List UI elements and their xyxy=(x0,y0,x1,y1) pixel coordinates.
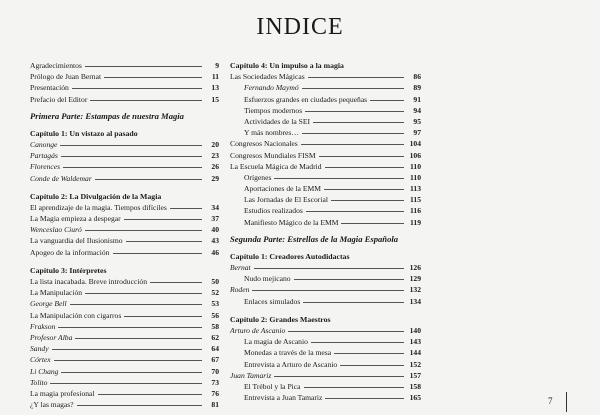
toc-entry: La vanguardia del Ilusionismo 43 xyxy=(30,236,219,246)
toc-entry: Entrevista a Juan Tamariz 165 xyxy=(244,393,421,403)
toc-entry: Tolito 73 xyxy=(30,377,219,387)
chapter-heading: Capítulo 2: La Divulgación de la Magia xyxy=(30,191,162,201)
toc-entry: Las Sociedades Mágicas 86 xyxy=(230,72,421,82)
toc-entry: Wenceslao Ciuró 40 xyxy=(30,225,219,235)
toc-entry: Manifiesto Mágico de la EMM 119 xyxy=(244,217,421,227)
chapter-heading: Capítulo 1: Un vistazo al pasado xyxy=(30,128,138,138)
toc-entry: Estudios realizados 116 xyxy=(244,206,421,216)
toc-entry: Actividades de la SEI 95 xyxy=(244,116,421,126)
toc-entry: George Bell 53 xyxy=(30,299,219,309)
toc-entry: Córtex 67 xyxy=(30,355,219,365)
toc-entry: ¿Y las magas? 81 xyxy=(30,400,219,410)
toc-entry: Entrevista a Arturo de Ascanio 152 xyxy=(244,359,421,369)
toc-entry: Orígenes 110 xyxy=(244,172,421,182)
toc-entry: Y más nombres… 97 xyxy=(244,128,421,138)
part-heading: Segunda Parte: Estrellas de la Magia Española xyxy=(230,233,399,244)
toc-entry: Monedas a través de la mesa 144 xyxy=(244,348,421,358)
toc-entry: Li Chang 70 xyxy=(30,366,219,376)
front-matter-list xyxy=(30,60,219,105)
toc-left-column xyxy=(30,60,219,410)
toc-entry: Congresos Mundiales FISM 106 xyxy=(230,150,421,160)
chapter-heading: Capítulo 2: Grandes Maestros xyxy=(230,314,331,324)
toc-entry: Frakson 58 xyxy=(30,321,219,331)
toc-entry: El Trébol y la Pica 158 xyxy=(244,381,421,391)
chapter-heading: Capítulo 4: Un impulso a la magia xyxy=(230,61,344,70)
page-edge-rule xyxy=(566,392,567,412)
page-number: 7 xyxy=(548,396,553,406)
toc-entry: La Magia empieza a despegar 37 xyxy=(30,214,219,224)
toc-entry: Partagás 23 xyxy=(30,151,219,161)
toc-entry: Prólogo de Juan Bernat 11 xyxy=(30,72,219,82)
toc-entry: Bernat 126 xyxy=(230,263,421,272)
part-heading: Primera Parte: Estampas de nuestra Magia xyxy=(30,110,184,121)
toc-entry: Enlaces simulados 134 xyxy=(244,296,421,306)
toc-entry: El aprendizaje de la magia. Tiempos difíciles 34 xyxy=(30,202,219,212)
toc-entry: Fernando Maymó 89 xyxy=(244,83,421,93)
toc-entry: Roden 132 xyxy=(230,285,421,295)
toc-entry: Prefacio del Editor 15 xyxy=(30,94,219,104)
toc-right-column xyxy=(230,60,421,403)
toc-entry: Sandy 64 xyxy=(30,344,219,354)
toc-entry: Profesor Alba 62 xyxy=(30,332,219,342)
toc-entry: Aportaciones de la EMM 113 xyxy=(244,184,421,194)
toc-entry: Las Jornadas de El Escorial 115 xyxy=(244,195,421,205)
toc-entry: La Manipulación 52 xyxy=(30,288,219,298)
toc-entry: Arturo de Ascanio 140 xyxy=(230,325,421,335)
toc-entry: La magia profesional 76 xyxy=(30,388,219,398)
toc-entry: Agradecimientos 9 xyxy=(30,61,219,70)
toc-entry: Presentación 13 xyxy=(30,83,219,93)
toc-entry: Canonge 20 xyxy=(30,139,219,149)
toc-entry: Esfuerzos grandes en ciudades pequeñas 91 xyxy=(244,94,421,104)
page-title: INDICE xyxy=(256,14,344,40)
chapter-heading: Capítulo 1: Creadores Autodidactas xyxy=(230,251,350,261)
toc-entry: Tiempos modernos 94 xyxy=(244,105,421,115)
toc-entry: La Manipulación con cigarros 56 xyxy=(30,310,219,320)
toc-entry: La magia de Ascanio 143 xyxy=(244,337,421,347)
toc-entry: Florences 26 xyxy=(30,162,219,172)
toc-entry: Juan Tamariz 157 xyxy=(230,370,421,380)
toc-entry: Conde de Waldemar 29 xyxy=(30,173,219,183)
toc-entry: La Escuela Mágica de Madrid 110 xyxy=(230,161,421,171)
toc-entry: Nudo mejicano 129 xyxy=(244,274,421,284)
chapter-heading: Capítulo 3: Intérpretes xyxy=(30,265,107,275)
toc-entry: La lista inacabada. Breve introducción 50 xyxy=(30,277,219,286)
toc-entry: Apogeo de la información 46 xyxy=(30,247,219,257)
toc-entry: Congresos Nacionales 104 xyxy=(230,139,421,149)
